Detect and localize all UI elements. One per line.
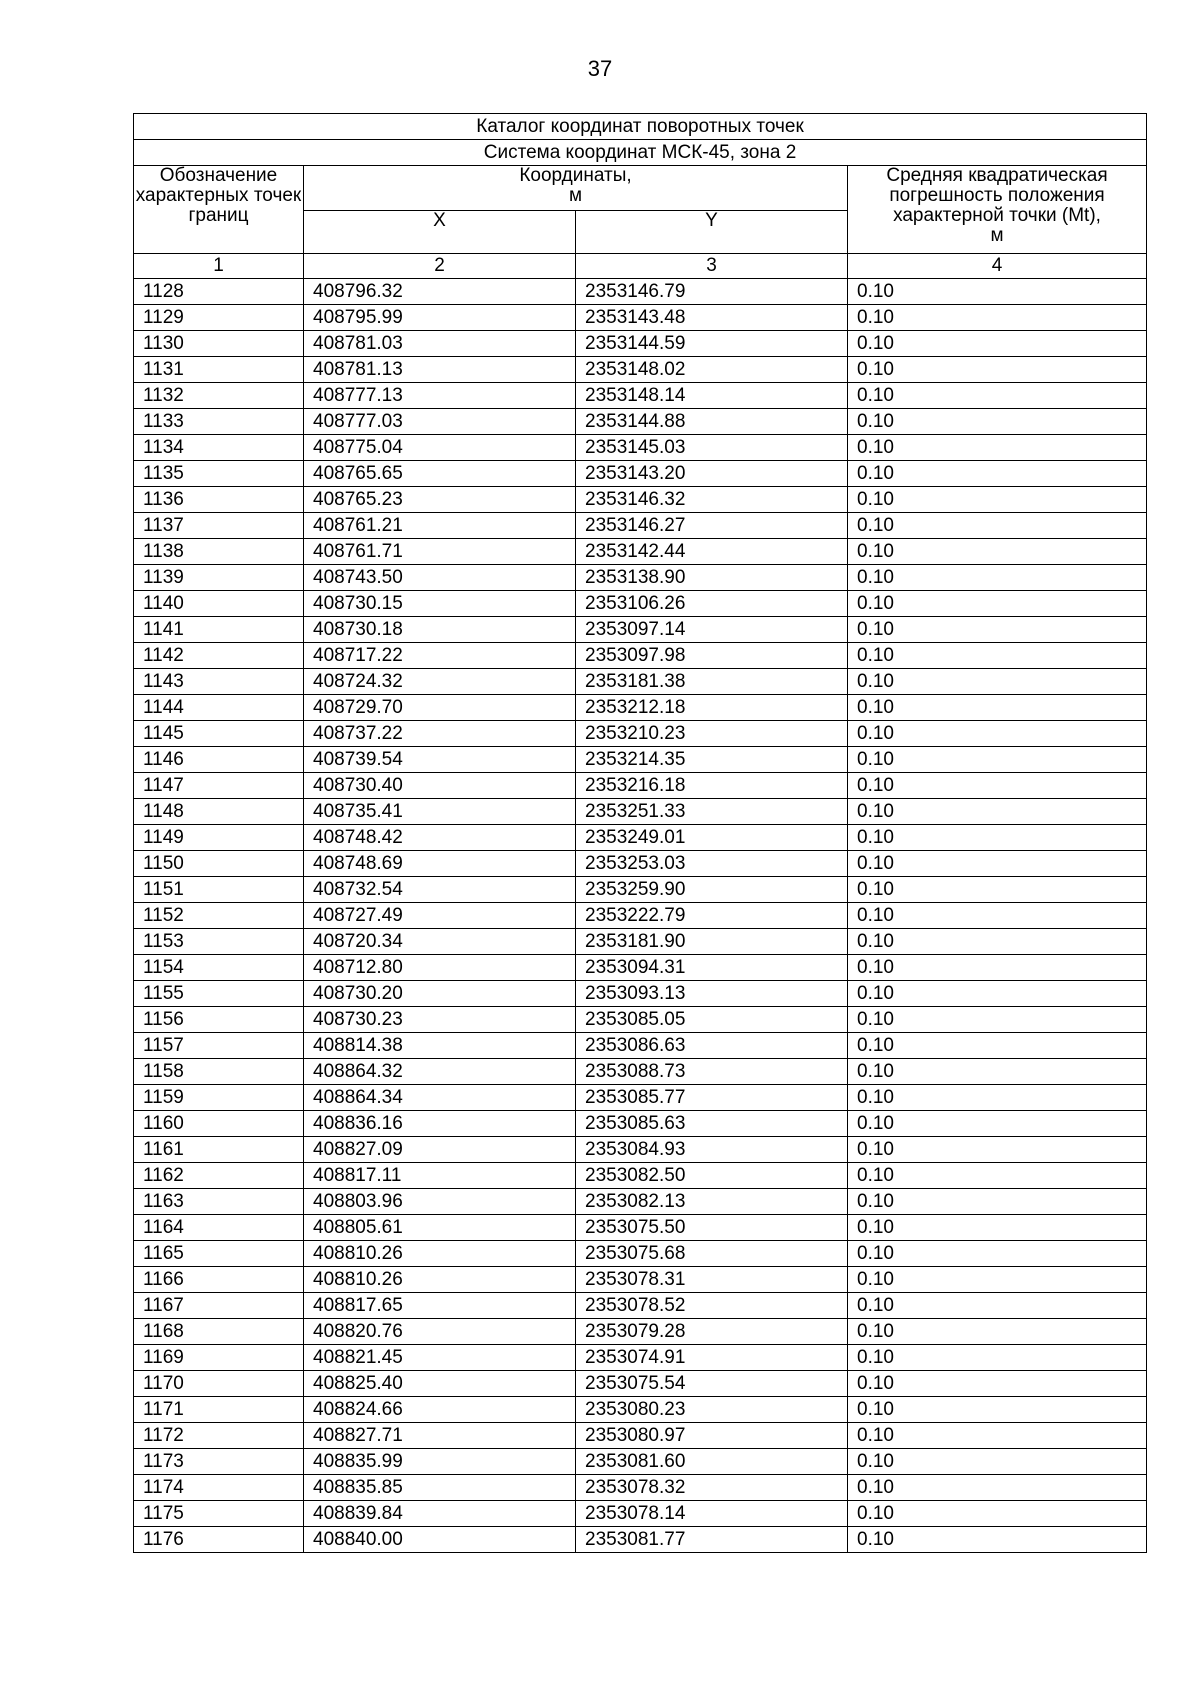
point-id-cell: 1173 [134, 1449, 304, 1475]
y-coordinate-cell: 2353146.79 [576, 279, 848, 305]
header-coordinates [304, 166, 848, 211]
x-coordinate-cell: 408765.23 [304, 487, 576, 513]
column-number: 4 [848, 254, 1147, 279]
x-coordinate-cell: 408803.96 [304, 1189, 576, 1215]
x-coordinate-cell: 408827.71 [304, 1423, 576, 1449]
point-id-cell: 1149 [134, 825, 304, 851]
y-coordinate-cell: 2353214.35 [576, 747, 848, 773]
x-coordinate-cell: 408835.99 [304, 1449, 576, 1475]
column-number-row [134, 254, 1147, 279]
error-cell: 0.10 [848, 1215, 1147, 1241]
y-coordinate-cell: 2353082.50 [576, 1163, 848, 1189]
y-coordinate-cell: 2353078.52 [576, 1293, 848, 1319]
point-id-cell: 1170 [134, 1371, 304, 1397]
table-row [134, 981, 1147, 1007]
error-cell: 0.10 [848, 747, 1147, 773]
x-coordinate-cell: 408839.84 [304, 1501, 576, 1527]
point-id-cell: 1142 [134, 643, 304, 669]
table-row [134, 1007, 1147, 1033]
error-cell: 0.10 [848, 487, 1147, 513]
error-cell: 0.10 [848, 305, 1147, 331]
table-row [134, 1189, 1147, 1215]
point-id-cell: 1129 [134, 305, 304, 331]
header-mean-square-error [848, 166, 1147, 254]
x-coordinate-cell: 408730.20 [304, 981, 576, 1007]
y-coordinate-cell: 2353249.01 [576, 825, 848, 851]
error-cell: 0.10 [848, 643, 1147, 669]
error-cell: 0.10 [848, 1059, 1147, 1085]
table-row [134, 851, 1147, 877]
y-coordinate-cell: 2353251.33 [576, 799, 848, 825]
x-coordinate-cell: 408739.54 [304, 747, 576, 773]
point-id-cell: 1156 [134, 1007, 304, 1033]
x-coordinate-cell: 408810.26 [304, 1267, 576, 1293]
header-error-unit: м [990, 225, 1004, 246]
y-coordinate-cell: 2353144.59 [576, 331, 848, 357]
header-x: X [304, 211, 576, 254]
table-row [134, 487, 1147, 513]
table-row [134, 357, 1147, 383]
table-row [134, 825, 1147, 851]
x-coordinate-cell: 408732.54 [304, 877, 576, 903]
header-coordinates-unit: м [568, 185, 583, 206]
table-row [134, 461, 1147, 487]
error-cell: 0.10 [848, 1319, 1147, 1345]
point-id-cell: 1163 [134, 1189, 304, 1215]
x-coordinate-cell: 408712.80 [304, 955, 576, 981]
table-row [134, 1137, 1147, 1163]
x-coordinate-cell: 408717.22 [304, 643, 576, 669]
x-coordinate-cell: 408820.76 [304, 1319, 576, 1345]
table-header [134, 114, 1147, 279]
table-row [134, 1527, 1147, 1553]
table-row [134, 1397, 1147, 1423]
y-coordinate-cell: 2353216.18 [576, 773, 848, 799]
error-cell: 0.10 [848, 357, 1147, 383]
table-row [134, 331, 1147, 357]
y-coordinate-cell: 2353075.54 [576, 1371, 848, 1397]
table-row [134, 383, 1147, 409]
error-cell: 0.10 [848, 591, 1147, 617]
x-coordinate-cell: 408730.15 [304, 591, 576, 617]
x-coordinate-cell: 408781.03 [304, 331, 576, 357]
y-coordinate-cell: 2353075.68 [576, 1241, 848, 1267]
x-coordinate-cell: 408814.38 [304, 1033, 576, 1059]
x-coordinate-cell: 408777.03 [304, 409, 576, 435]
x-coordinate-cell: 408817.65 [304, 1293, 576, 1319]
y-coordinate-cell: 2353097.14 [576, 617, 848, 643]
point-id-cell: 1145 [134, 721, 304, 747]
error-cell: 0.10 [848, 1423, 1147, 1449]
table-row [134, 565, 1147, 591]
error-cell: 0.10 [848, 929, 1147, 955]
column-number: 1 [134, 254, 304, 279]
point-id-cell: 1140 [134, 591, 304, 617]
x-coordinate-cell: 408743.50 [304, 565, 576, 591]
y-coordinate-cell: 2353253.03 [576, 851, 848, 877]
error-cell: 0.10 [848, 799, 1147, 825]
x-coordinate-cell: 408730.18 [304, 617, 576, 643]
error-cell: 0.10 [848, 669, 1147, 695]
page-number: 37 [587, 56, 613, 81]
x-coordinate-cell: 408864.34 [304, 1085, 576, 1111]
point-id-cell: 1138 [134, 539, 304, 565]
error-cell: 0.10 [848, 981, 1147, 1007]
table-row [134, 1319, 1147, 1345]
table-row [134, 1267, 1147, 1293]
point-id-cell: 1147 [134, 773, 304, 799]
x-coordinate-cell: 408765.65 [304, 461, 576, 487]
table-row [134, 1215, 1147, 1241]
y-coordinate-cell: 2353078.14 [576, 1501, 848, 1527]
error-cell: 0.10 [848, 331, 1147, 357]
x-coordinate-cell: 408720.34 [304, 929, 576, 955]
table-row [134, 1423, 1147, 1449]
x-coordinate-cell: 408735.41 [304, 799, 576, 825]
x-coordinate-cell: 408775.04 [304, 435, 576, 461]
x-coordinate-cell: 408795.99 [304, 305, 576, 331]
point-id-cell: 1158 [134, 1059, 304, 1085]
y-coordinate-cell: 2353080.23 [576, 1397, 848, 1423]
error-cell: 0.10 [848, 279, 1147, 305]
point-id-cell: 1159 [134, 1085, 304, 1111]
error-cell: 0.10 [848, 565, 1147, 591]
error-cell: 0.10 [848, 1137, 1147, 1163]
y-coordinate-cell: 2353081.77 [576, 1527, 848, 1553]
x-coordinate-cell: 408781.13 [304, 357, 576, 383]
error-cell: 0.10 [848, 1033, 1147, 1059]
y-coordinate-cell: 2353181.90 [576, 929, 848, 955]
table-row [134, 279, 1147, 305]
point-id-cell: 1128 [134, 279, 304, 305]
x-coordinate-cell: 408737.22 [304, 721, 576, 747]
y-coordinate-cell: 2353093.13 [576, 981, 848, 1007]
x-coordinate-cell: 408761.21 [304, 513, 576, 539]
error-cell: 0.10 [848, 1397, 1147, 1423]
x-coordinate-cell: 408748.69 [304, 851, 576, 877]
error-cell: 0.10 [848, 1371, 1147, 1397]
error-cell: 0.10 [848, 825, 1147, 851]
point-id-cell: 1131 [134, 357, 304, 383]
y-coordinate-cell: 2353075.50 [576, 1215, 848, 1241]
table-row [134, 1059, 1147, 1085]
table-row [134, 1033, 1147, 1059]
x-coordinate-cell: 408748.42 [304, 825, 576, 851]
x-coordinate-cell: 408796.32 [304, 279, 576, 305]
error-cell: 0.10 [848, 1527, 1147, 1553]
error-cell: 0.10 [848, 1085, 1147, 1111]
x-coordinate-cell: 408835.85 [304, 1475, 576, 1501]
point-id-cell: 1146 [134, 747, 304, 773]
error-cell: 0.10 [848, 1293, 1147, 1319]
y-coordinate-cell: 2353088.73 [576, 1059, 848, 1085]
point-id-cell: 1141 [134, 617, 304, 643]
y-coordinate-cell: 2353148.02 [576, 357, 848, 383]
point-id-cell: 1150 [134, 851, 304, 877]
y-coordinate-cell: 2353210.23 [576, 721, 848, 747]
table-row [134, 1371, 1147, 1397]
x-coordinate-cell: 408840.00 [304, 1527, 576, 1553]
table-row [134, 1293, 1147, 1319]
table-row [134, 747, 1147, 773]
point-id-cell: 1130 [134, 331, 304, 357]
y-coordinate-cell: 2353143.48 [576, 305, 848, 331]
table-row [134, 1163, 1147, 1189]
error-cell: 0.10 [848, 461, 1147, 487]
x-coordinate-cell: 408777.13 [304, 383, 576, 409]
x-coordinate-cell: 408810.26 [304, 1241, 576, 1267]
table-row [134, 1449, 1147, 1475]
y-coordinate-cell: 2353145.03 [576, 435, 848, 461]
table-row [134, 539, 1147, 565]
point-id-cell: 1161 [134, 1137, 304, 1163]
point-id-cell: 1144 [134, 695, 304, 721]
error-cell: 0.10 [848, 513, 1147, 539]
header-point-designation: Обозначение характерных точек границ [134, 166, 304, 254]
error-cell: 0.10 [848, 1189, 1147, 1215]
point-id-cell: 1155 [134, 981, 304, 1007]
point-id-cell: 1139 [134, 565, 304, 591]
error-cell: 0.10 [848, 773, 1147, 799]
table-row [134, 435, 1147, 461]
point-id-cell: 1168 [134, 1319, 304, 1345]
y-coordinate-cell: 2353146.32 [576, 487, 848, 513]
error-cell: 0.10 [848, 1267, 1147, 1293]
column-number: 3 [576, 254, 848, 279]
point-id-cell: 1136 [134, 487, 304, 513]
error-cell: 0.10 [848, 1345, 1147, 1371]
error-cell: 0.10 [848, 1501, 1147, 1527]
error-cell: 0.10 [848, 877, 1147, 903]
point-id-cell: 1169 [134, 1345, 304, 1371]
y-coordinate-cell: 2353074.91 [576, 1345, 848, 1371]
x-coordinate-cell: 408821.45 [304, 1345, 576, 1371]
point-id-cell: 1164 [134, 1215, 304, 1241]
error-cell: 0.10 [848, 721, 1147, 747]
y-coordinate-cell: 2353148.14 [576, 383, 848, 409]
point-id-cell: 1132 [134, 383, 304, 409]
table-row [134, 1085, 1147, 1111]
point-id-cell: 1153 [134, 929, 304, 955]
y-coordinate-cell: 2353106.26 [576, 591, 848, 617]
y-coordinate-cell: 2353080.97 [576, 1423, 848, 1449]
column-number: 2 [304, 254, 576, 279]
point-id-cell: 1174 [134, 1475, 304, 1501]
x-coordinate-cell: 408727.49 [304, 903, 576, 929]
error-cell: 0.10 [848, 1007, 1147, 1033]
y-coordinate-cell: 2353146.27 [576, 513, 848, 539]
x-coordinate-cell: 408864.32 [304, 1059, 576, 1085]
error-cell: 0.10 [848, 409, 1147, 435]
table-title: Каталог координат поворотных точек [134, 114, 1147, 140]
error-cell: 0.10 [848, 1241, 1147, 1267]
table-row [134, 1475, 1147, 1501]
error-cell: 0.10 [848, 1111, 1147, 1137]
y-coordinate-cell: 2353078.32 [576, 1475, 848, 1501]
table-row [134, 955, 1147, 981]
table-row [134, 409, 1147, 435]
point-id-cell: 1135 [134, 461, 304, 487]
point-id-cell: 1143 [134, 669, 304, 695]
error-cell: 0.10 [848, 1163, 1147, 1189]
y-coordinate-cell: 2353094.31 [576, 955, 848, 981]
table-row [134, 1111, 1147, 1137]
table-row [134, 721, 1147, 747]
point-id-cell: 1133 [134, 409, 304, 435]
x-coordinate-cell: 408729.70 [304, 695, 576, 721]
coordinates-catalog-table [133, 113, 1147, 1553]
point-id-cell: 1151 [134, 877, 304, 903]
x-coordinate-cell: 408805.61 [304, 1215, 576, 1241]
y-coordinate-cell: 2353085.77 [576, 1085, 848, 1111]
y-coordinate-cell: 2353079.28 [576, 1319, 848, 1345]
x-coordinate-cell: 408827.09 [304, 1137, 576, 1163]
table-row [134, 591, 1147, 617]
table-row [134, 643, 1147, 669]
table-row [134, 305, 1147, 331]
point-id-cell: 1175 [134, 1501, 304, 1527]
coordinate-system-title: Система координат МСК-45, зона 2 [134, 140, 1147, 166]
table-row [134, 617, 1147, 643]
y-coordinate-cell: 2353078.31 [576, 1267, 848, 1293]
y-coordinate-cell: 2353084.93 [576, 1137, 848, 1163]
error-cell: 0.10 [848, 435, 1147, 461]
x-coordinate-cell: 408724.32 [304, 669, 576, 695]
header-coordinates-label: Координаты, [519, 165, 632, 186]
error-cell: 0.10 [848, 1449, 1147, 1475]
y-coordinate-cell: 2353081.60 [576, 1449, 848, 1475]
table-row [134, 1501, 1147, 1527]
table-row [134, 877, 1147, 903]
y-coordinate-cell: 2353144.88 [576, 409, 848, 435]
point-id-cell: 1165 [134, 1241, 304, 1267]
header-error-label: Средняя квадратическая погрешность положения характерной точки (Mt), [886, 165, 1108, 226]
table-row [134, 695, 1147, 721]
table-row [134, 929, 1147, 955]
header-y: Y [576, 211, 848, 254]
table-body [134, 279, 1147, 1553]
y-coordinate-cell: 2353085.63 [576, 1111, 848, 1137]
y-coordinate-cell: 2353085.05 [576, 1007, 848, 1033]
table-row [134, 903, 1147, 929]
table-row [134, 513, 1147, 539]
x-coordinate-cell: 408836.16 [304, 1111, 576, 1137]
y-coordinate-cell: 2353222.79 [576, 903, 848, 929]
y-coordinate-cell: 2353142.44 [576, 539, 848, 565]
point-id-cell: 1157 [134, 1033, 304, 1059]
error-cell: 0.10 [848, 903, 1147, 929]
table-row [134, 1241, 1147, 1267]
y-coordinate-cell: 2353259.90 [576, 877, 848, 903]
x-coordinate-cell: 408817.11 [304, 1163, 576, 1189]
x-coordinate-cell: 408730.23 [304, 1007, 576, 1033]
point-id-cell: 1148 [134, 799, 304, 825]
y-coordinate-cell: 2353181.38 [576, 669, 848, 695]
point-id-cell: 1166 [134, 1267, 304, 1293]
error-cell: 0.10 [848, 539, 1147, 565]
y-coordinate-cell: 2353086.63 [576, 1033, 848, 1059]
error-cell: 0.10 [848, 695, 1147, 721]
table-row [134, 799, 1147, 825]
point-id-cell: 1176 [134, 1527, 304, 1553]
error-cell: 0.10 [848, 955, 1147, 981]
point-id-cell: 1152 [134, 903, 304, 929]
x-coordinate-cell: 408824.66 [304, 1397, 576, 1423]
error-cell: 0.10 [848, 383, 1147, 409]
error-cell: 0.10 [848, 851, 1147, 877]
point-id-cell: 1172 [134, 1423, 304, 1449]
table-row [134, 773, 1147, 799]
x-coordinate-cell: 408730.40 [304, 773, 576, 799]
y-coordinate-cell: 2353097.98 [576, 643, 848, 669]
error-cell: 0.10 [848, 617, 1147, 643]
point-id-cell: 1137 [134, 513, 304, 539]
point-id-cell: 1134 [134, 435, 304, 461]
y-coordinate-cell: 2353138.90 [576, 565, 848, 591]
point-id-cell: 1167 [134, 1293, 304, 1319]
point-id-cell: 1154 [134, 955, 304, 981]
y-coordinate-cell: 2353082.13 [576, 1189, 848, 1215]
x-coordinate-cell: 408761.71 [304, 539, 576, 565]
x-coordinate-cell: 408825.40 [304, 1371, 576, 1397]
table-row [134, 1345, 1147, 1371]
table-row [134, 669, 1147, 695]
point-id-cell: 1162 [134, 1163, 304, 1189]
y-coordinate-cell: 2353143.20 [576, 461, 848, 487]
error-cell: 0.10 [848, 1475, 1147, 1501]
point-id-cell: 1171 [134, 1397, 304, 1423]
point-id-cell: 1160 [134, 1111, 304, 1137]
y-coordinate-cell: 2353212.18 [576, 695, 848, 721]
